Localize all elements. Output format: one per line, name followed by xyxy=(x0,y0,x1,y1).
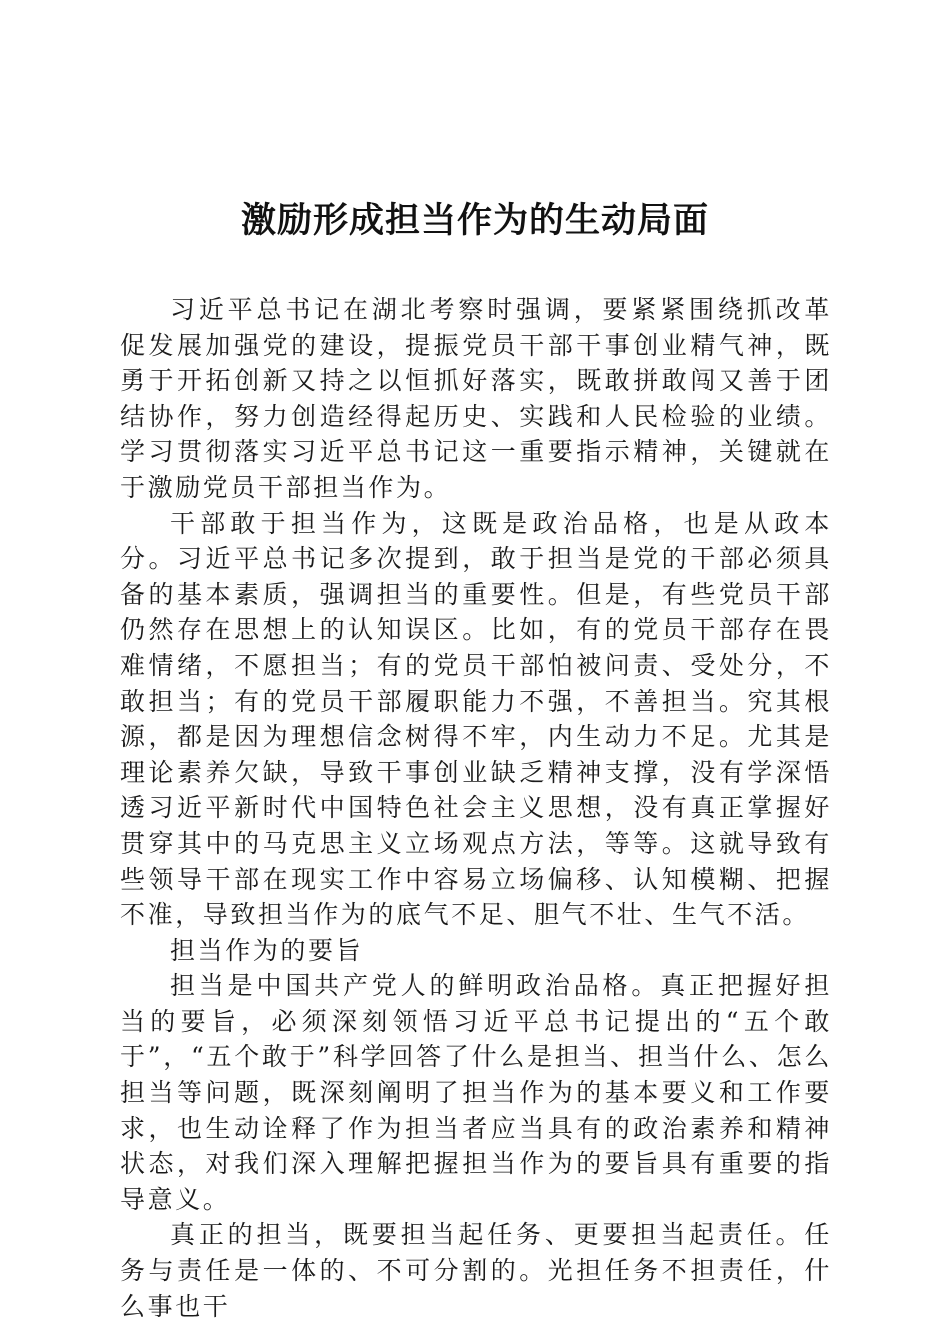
paragraph-3: 担当是中国共产党人的鲜明政治品格。真正把握好担当的要旨，必须深刻领悟习近平总书记提出的“五个敢于”，“五个敢于”科学回答了什么是担当、担当什么、怎么担当等问题，既深刻阐明了担当作为的基本要义和工作要求，也生动诠释了作为担当者应当具有的政治素养和精神状态，对我们深入理解把握担当作为的要旨具有重要的指导意义。 xyxy=(120,971,832,1214)
document-body xyxy=(120,292,832,1324)
paragraph-2: 干部敢于担当作为，这既是政治品格，也是从政本分。习近平总书记多次提到，敢于担当是党的干部必须具备的基本素质，强调担当的重要性。但是，有些党员干部仍然存在思想上的认知误区。比如，有的党员干部存在畏难情绪，不愿担当；有的党员干部怕被问责、受处分，不敢担当；有的党员干部履职能力不强，不善担当。究其根源，都是因为理想信念树得不牢，内生动力不足。尤其是理论素养欠缺，导致干事创业缺乏精神支撑，没有学深悟透习近平新时代中国特色社会主义思想，没有真正掌握好贯穿其中的马克思主义立场观点方法，等等。这就导致有些领导干部在现实工作中容易立场偏移、认知模糊、把握不准，导致担当作为的底气不足、胆气不壮、生气不活。 xyxy=(120,508,832,930)
paragraph-1: 习近平总书记在湖北考察时强调，要紧紧围绕抓改革促发展加强党的建设，提振党员干部干事创业精气神，既勇于开拓创新又持之以恒抓好落实，既敢拼敢闯又善于团结协作，努力创造经得起历史、实践和人民检验的业绩。学习贯彻落实习近平总书记这一重要指示精神，关键就在于激励党员干部担当作为。 xyxy=(120,295,832,502)
section-heading: 担当作为的要旨 xyxy=(170,935,364,965)
paragraph-4: 真正的担当，既要担当起任务、更要担当起责任。任务与责任是一体的、不可分割的。光担任务不担责任，什么事也干 xyxy=(120,1220,832,1321)
page-title: 激励形成担当作为的生动局面 xyxy=(240,200,709,241)
